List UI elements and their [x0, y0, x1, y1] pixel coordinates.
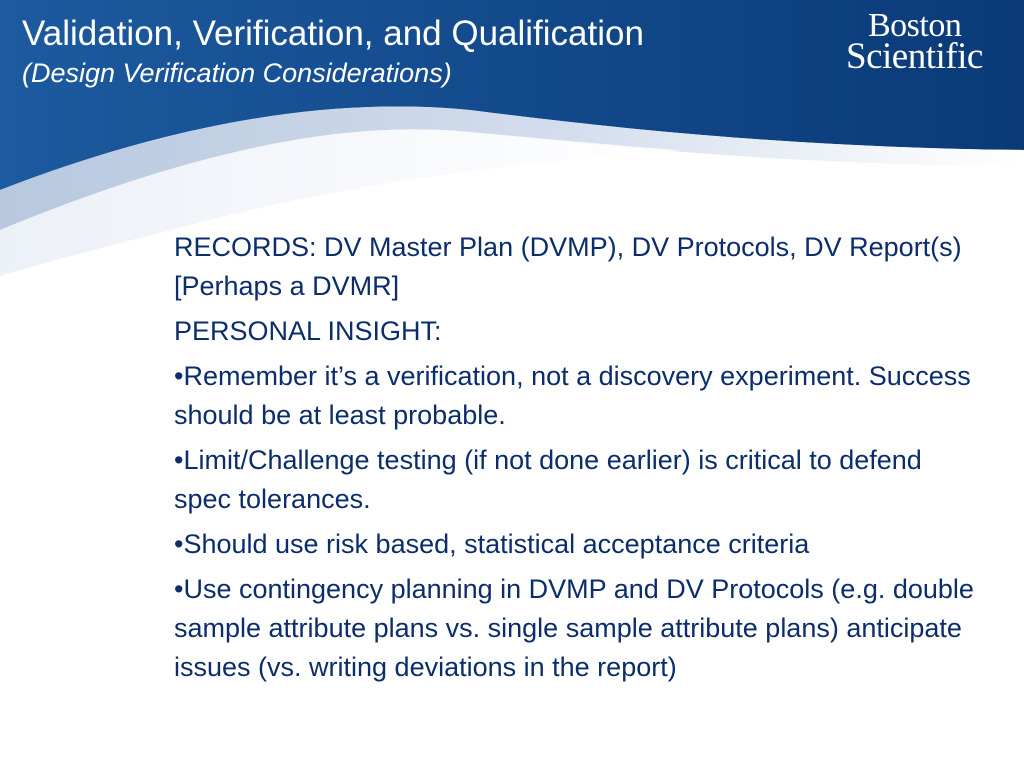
bullet-verification: •Remember it’s a verification, not a discovery experiment. Success should be at least probable.: [174, 361, 971, 430]
slide-title: Validation, Verification, and Qualification: [22, 14, 644, 53]
boston-scientific-logo: [846, 7, 996, 77]
logo-line-1: Boston: [868, 7, 962, 44]
bullet-limit-testing: •Limit/Challenge testing (if not done earlier) is critical to defend spec tolerances.: [174, 445, 922, 514]
records-paragraph: RECORDS: DV Master Plan (DVMP), DV Protocols, DV Report(s) [Perhaps a DVMR]: [174, 232, 962, 301]
bullet-risk-based: •Should use risk based, statistical acceptance criteria: [174, 529, 810, 559]
bullet-contingency: •Use contingency planning in DVMP and DV Protocols (e.g. double sample attribute plans vs. single sample attribute plans) anticipate issues (vs. writing deviations in the report): [174, 574, 974, 682]
logo-line-2: Scientific: [846, 36, 983, 77]
slide-body: [174, 228, 984, 693]
personal-insight-heading: PERSONAL INSIGHT:: [174, 316, 442, 346]
slide-subtitle: (Design Verification Considerations): [22, 58, 452, 88]
